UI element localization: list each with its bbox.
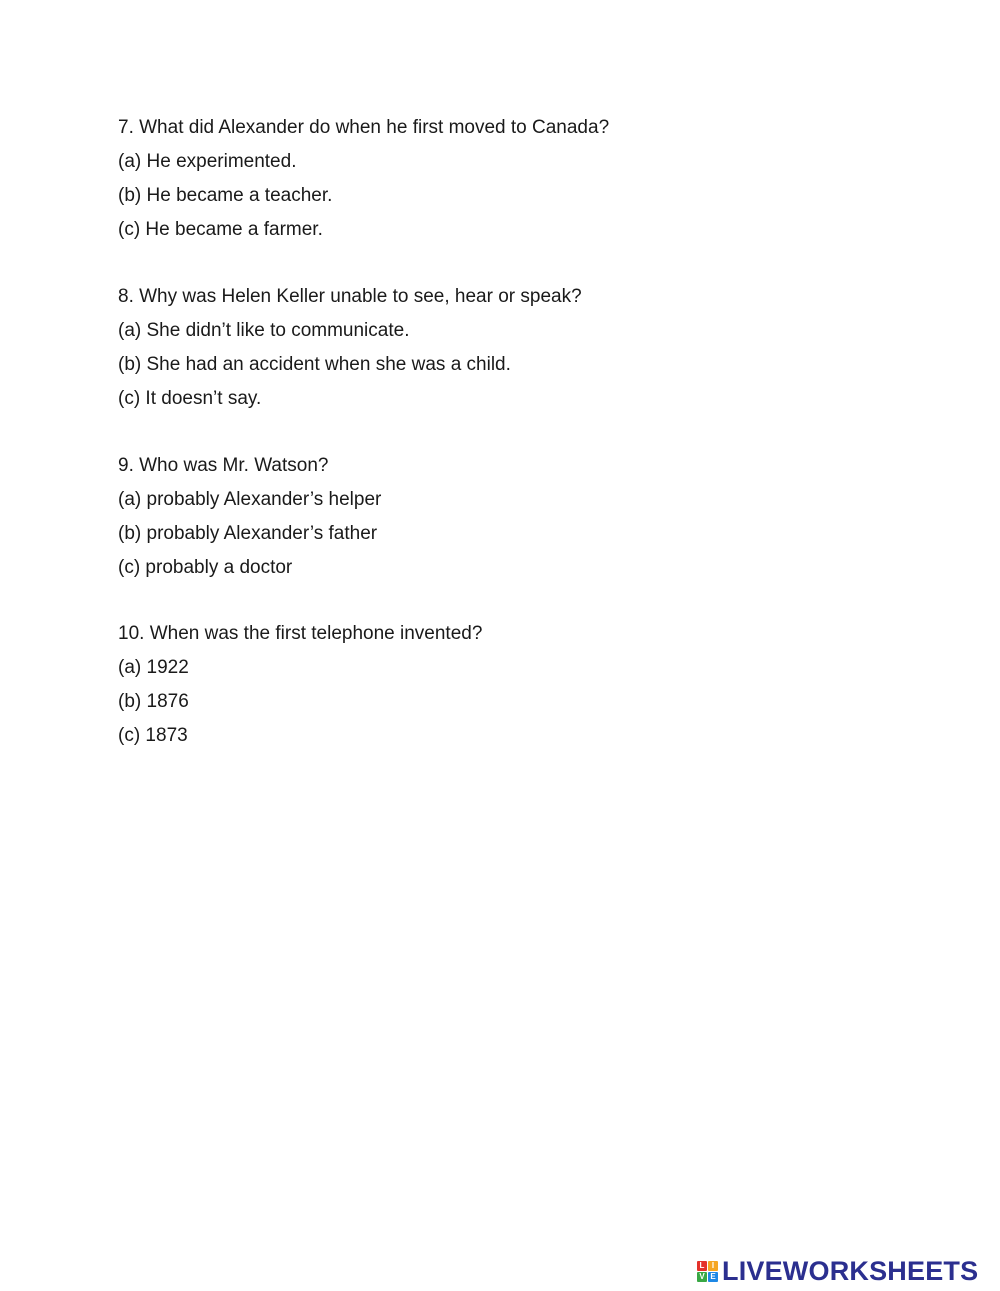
answer-option: (b) 1876	[118, 691, 189, 712]
answer-option: (c) It doesn’t say.	[118, 388, 262, 409]
logo-text: LIVEWORKSHEETS	[722, 1256, 979, 1286]
logo-mark-tile: E	[708, 1272, 718, 1282]
answer-option: (c) probably a doctor	[118, 557, 293, 578]
logo-mark-tile: L	[697, 1261, 707, 1271]
logo-mark-tile: I	[708, 1261, 718, 1271]
question-9	[118, 449, 381, 585]
answer-option: (c) 1873	[118, 725, 188, 746]
question-text: 10. When was the first telephone invented?	[118, 623, 483, 644]
answer-option: (c) He became a farmer.	[118, 219, 323, 240]
question-text: 8. Why was Helen Keller unable to see, hear or speak?	[118, 286, 582, 307]
answer-option: (a) She didn’t like to communicate.	[118, 320, 410, 341]
answer-option: (b) She had an accident when she was a child.	[118, 354, 511, 375]
question-text: 7. What did Alexander do when he first moved to Canada?	[118, 117, 610, 138]
question-8	[118, 280, 582, 416]
question-7	[118, 111, 609, 247]
question-10	[118, 617, 482, 753]
logo-mark-icon	[697, 1261, 718, 1282]
answer-option: (b) probably Alexander’s father	[118, 523, 378, 544]
logo-mark-tile: V	[697, 1272, 707, 1282]
answer-option: (a) probably Alexander’s helper	[118, 489, 382, 510]
answer-option: (a) He experimented.	[118, 151, 297, 172]
question-text: 9. Who was Mr. Watson?	[118, 455, 329, 476]
answer-option: (a) 1922	[118, 657, 189, 678]
liveworksheets-logo	[697, 1256, 978, 1286]
answer-option: (b) He became a teacher.	[118, 185, 333, 206]
